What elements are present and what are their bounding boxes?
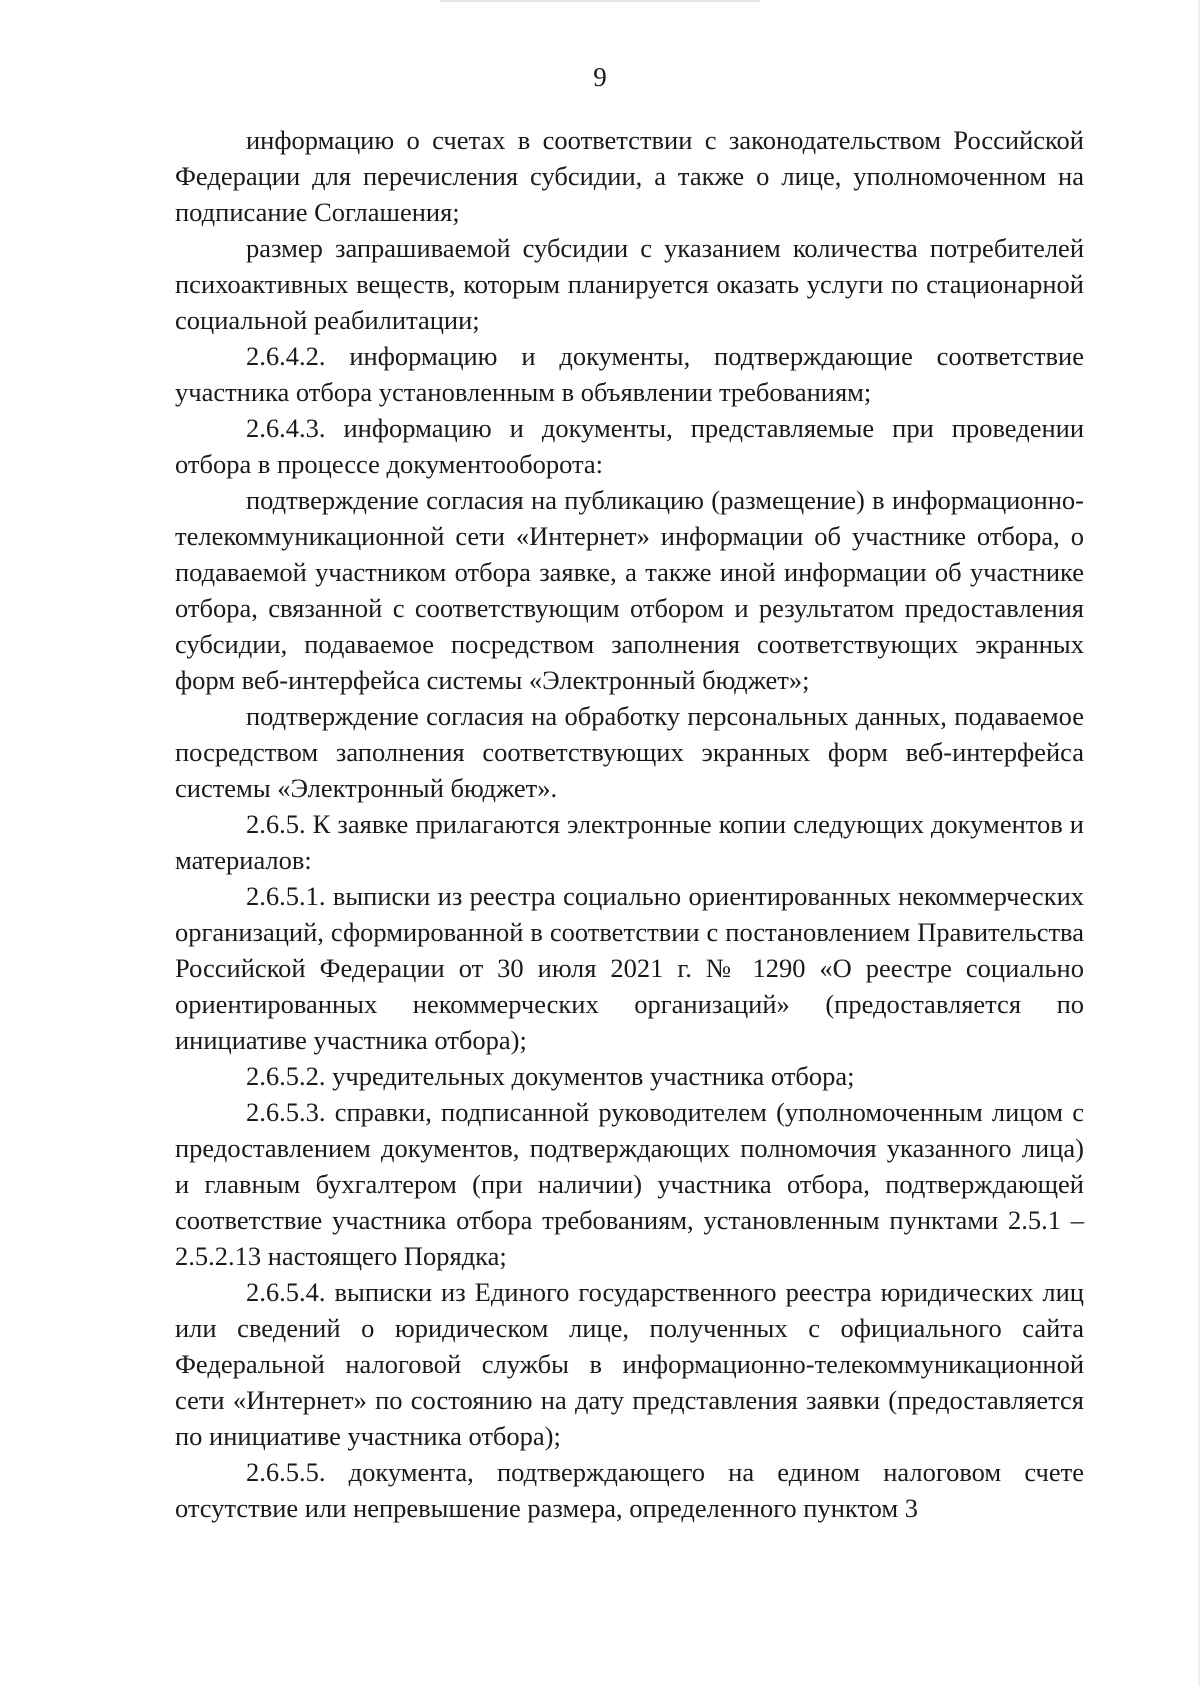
page-number: 9 xyxy=(593,62,607,92)
paragraph-account-info: информацию о счетах в соответствии с законодательством Российской Федерации для перечисления субсидии, а также о лице, уполномоченном на подписание Соглашения; xyxy=(175,125,1084,227)
paragraph-2-6-5: 2.6.5. К заявке прилагаются электронные копии следующих документов и материалов: xyxy=(175,809,1084,875)
paragraph-subsidy-size: размер запрашиваемой субсидии с указанием количества потребителей психоактивных веществ, которым планируется оказать услуги по стационарной социальной реабилитации; xyxy=(175,233,1084,335)
paragraph-2-6-5-1: 2.6.5.1. выписки из реестра социально ориентированных некоммерческих организаций, сформированной в соответствии с постановлением Правительства Российской Федерации от 30 июля 2021 г. № 1290 «О реестре социально ориентированных некоммерческих организаций» (предоставляется по инициативе участника отбора); xyxy=(175,881,1084,1055)
paragraph-2-6-5-4: 2.6.5.4. выписки из Единого государственного реестра юридических лиц или сведений о юридическом лице, полученных с официального сайта Федеральной налоговой службы в информационно-телекоммуникационной сети «Интернет» по состоянию на дату представления заявки (предоставляется по инициативе участника отбора); xyxy=(175,1277,1084,1451)
paragraph-2-6-5-2: 2.6.5.2. учредительных документов участника отбора; xyxy=(246,1061,855,1091)
paragraph-publication-consent: подтверждение согласия на публикацию (размещение) в информационно-телекоммуникационной сети «Интернет» информации об участнике отбора, о подаваемой участником отбора заявке, а также иной информации об участнике отбора, связанной с соответствующим отбором и результатом предоставления субсидии, подаваемое посредством заполнения соответствующих экранных форм веб-интерфейса системы «Электронный бюджет»; xyxy=(175,485,1084,695)
paragraph-2-6-4-3: 2.6.4.3. информацию и документы, представляемые при проведении отбора в процессе документооборота: xyxy=(175,413,1084,479)
scan-edge-top xyxy=(440,0,760,2)
paragraph-2-6-5-5: 2.6.5.5. документа, подтверждающего на едином налоговом счете отсутствие или непревышение размера, определенного пунктом 3 xyxy=(175,1457,1084,1523)
document-body xyxy=(175,122,1084,1526)
paragraph-2-6-5-3: 2.6.5.3. справки, подписанной руководителем (уполномоченным лицом с предоставлением документов, подтверждающих полномочия указанного лица) и главным бухгалтером (при наличии) участника отбора, подтверждающей соответствие участника отбора требованиям, установленным пунктами 2.5.1 – 2.5.2.13 настоящего Порядка; xyxy=(175,1097,1084,1271)
paragraph-personal-data-consent: подтверждение согласия на обработку персональных данных, подаваемое посредством заполнения соответствующих экранных форм веб-интерфейса системы «Электронный бюджет». xyxy=(175,701,1084,803)
paragraph-2-6-4-2: 2.6.4.2. информацию и документы, подтверждающие соответствие участника отбора установленным в объявлении требованиям; xyxy=(175,341,1084,407)
